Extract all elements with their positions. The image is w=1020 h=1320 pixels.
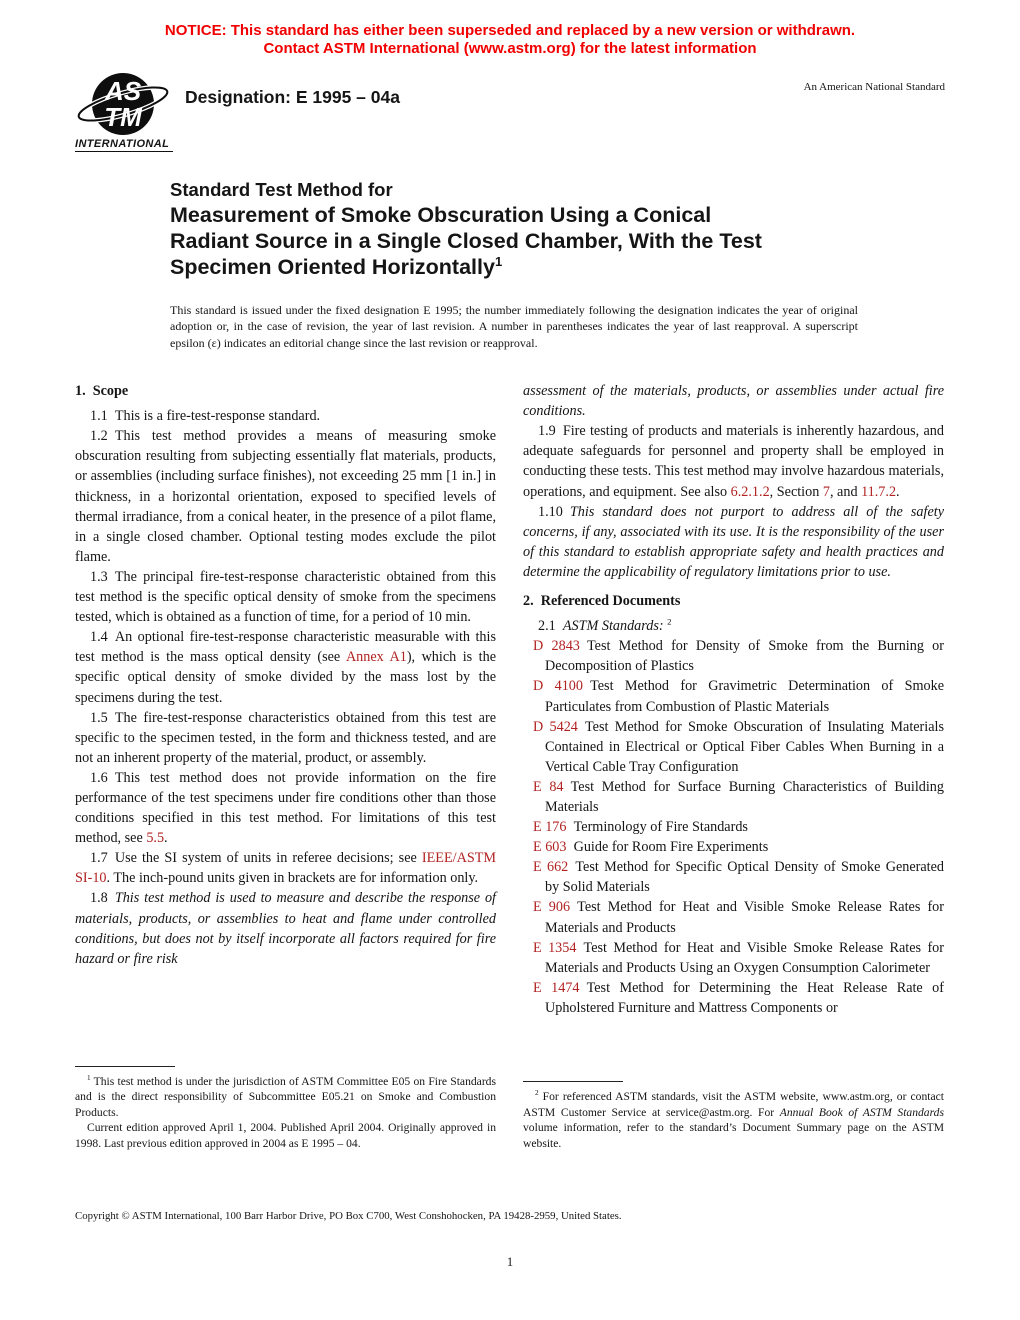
text-run: 1.8 [90,890,115,907]
text-run: Test Method for Determining the Heat Release Rate of Upholstered Furniture and Mattress Components or [545,979,944,1016]
footnote-1-edition [75,1120,496,1151]
reference-item-d5424 [533,717,944,777]
text-run: ), which is the specific optical density of smoke divided by the mass lost by the specimens during the test. [75,649,496,706]
cross-reference-link[interactable]: E 1354 [533,939,577,956]
text-run: 1.3 The principal fire-test-response characteristic obtained from this test method is the specific optical density of smoke from the specimens tested, which is obtained as a function of time, for a period of 10 min. [75,568,496,626]
cross-reference-link[interactable]: 11.7.2 [861,483,897,500]
text-run: This standard does not purport to address all of the safety concerns, if any, associated with its use. It is the responsibility of the user of this standard to establish appropriate safety and health practices and determine the applicability of regulatory limitations prior to use. [523,503,944,580]
text-run: Guide for Room Fire Experiments [566,839,769,856]
cross-reference-link[interactable]: D 5424 [533,718,578,735]
text-run: Test Method for Heat and Visible Smoke Release Rates for Materials and Products Using an Oxygen Consumption Calorimeter [545,939,945,976]
paragraph-1-8-continuation [523,381,944,421]
text-run: . [164,830,168,847]
text-run: For referenced ASTM standards, visit the ASTM website, www.astm.org, or contact ASTM Customer Service at service@astm.org. For [523,1090,944,1119]
copyright-line: Copyright © ASTM International, 100 Barr Harbor Drive, PO Box C700, West Conshohocken, PA 19428-2959, United States. [75,1210,622,1222]
notice-line-1: NOTICE: This standard has either been superseded and replaced by a new version or withdrawn. [164,22,856,39]
cross-reference-link[interactable]: E 84 [533,778,564,795]
title-line-3: Radiant Source in a Single Closed Chamber, With the Test [170,228,762,253]
text-run: 1.2 This test method provides a means of measuring smoke obscuration resulting from subjecting essentially flat materials, products, or assemblies (including surface finishes), not exceeding 25 mm [1 in.] in thickness, in a horizontal orientation, exposed to specified levels of thermal irradiance, from a conical heater, in the presence of a pilot flame, in a single closed chamber. Optional testing modes exclude the pilot flame. [75,428,496,565]
text-run: Test Method for Gravimetric Determination of Smoke Particulates from Combustion of Plastic Materials [545,678,945,715]
text-run: This test method is used to measure and describe the response of materials, products, or assemblies to heat and flame under controlled conditions, but does not by itself incorporate all factors required for fire hazard or fire risk [75,890,496,967]
title-prefix: Standard Test Method for [170,179,393,201]
document-header [75,71,945,152]
text-run: 2.1 [538,618,563,635]
reference-item-e176 [533,817,944,837]
section-heading-scope: 1. Scope [75,383,129,400]
paragraph-1-6 [75,768,496,848]
text-run: , and [829,483,862,500]
footnote-block-1 [75,1066,496,1155]
reference-item-e906 [533,897,944,937]
cross-reference-link[interactable]: IEEE/ASTM SI-10 [75,850,496,887]
cross-reference-link[interactable]: E 906 [533,899,571,916]
footnote-divider [75,1066,175,1067]
text-run: Current edition approved April 1, 2004. Published April 2004. Originally approved in 1998. Last previous edition approved in 2004 as E 1995 – 04. [75,1121,496,1150]
text-run: . The inch-pound units given in brackets are for information only. [106,870,479,887]
text-run: volume information, refer to the standard’s Document Summary page on the ASTM website. [523,1121,944,1150]
superscript-marker: 1 [87,1074,91,1083]
footnote-1 [75,1074,496,1120]
text-run: 1.6 This test method does not provide information on the fire performance of the test specimens under fire conditions other than those conditions specified in this test method. For limitations of this test method, see [75,769,496,847]
title-block [170,178,945,280]
supersession-notice [75,22,945,57]
right-column [523,381,944,1155]
text-run: . [896,483,900,500]
section-heading-referenced-documents: 2. Referenced Documents [523,593,681,610]
paragraph-2-1 [523,616,944,636]
reference-item-d4100 [533,676,944,716]
footnote-2 [523,1089,944,1151]
text-run: 1.4 An optional fire-test-response characteristic measurable with this test method is the mass optical density (see [75,629,496,666]
title-footnote-marker: 1 [494,253,503,269]
cross-reference-link[interactable]: D 2843 [533,638,580,655]
cross-reference-link[interactable]: Annex A1 [345,649,407,666]
page-number: 1 [506,1255,514,1269]
cross-reference-link[interactable]: E 603 [533,839,567,856]
text-run: Test Method for Specific Optical Density of Smoke Generated by Solid Materials [545,859,944,896]
title-line-4: Specimen Oriented Horizontally$^1$ [170,253,503,279]
reference-item-d2843 [533,636,944,676]
text-run: 1.9 Fire testing of products and materials is inherently hazardous, and adequate safeguards for personnel and property shall be employed in conducting these tests. This test method may involve hazardous materials, operations, and equipment. See also [523,423,944,500]
paragraph-1-8 [75,888,496,968]
reference-item-e1474 [533,978,944,1018]
paragraph-1-5 [75,708,496,768]
cross-reference-link[interactable]: E 1474 [533,979,580,996]
text-run: Test Method for Surface Burning Characteristics of Building Materials [545,778,944,815]
text-run: 1.7 Use the SI system of units in referee decisions; see [90,850,422,867]
footnote-block-2 [523,1081,944,1155]
text-run: 1.5 The fire-test-response characteristics obtained from this test are specific to the specimen tested, in the form and thickness tested, and are not an inherent property of the material, product, or assembly. [75,709,496,766]
american-national-standard-note: An American National Standard [803,81,945,94]
cross-reference-link[interactable]: E 176 [533,819,567,836]
text-run: 1.10 [538,503,570,520]
text-run: This test method is under the jurisdiction of ASTM Committee E05 on Fire Standards and is the direct responsibility of Subcommittee E05.21 on Smoke and Combustion Products. [75,1075,496,1119]
paragraph-1-3 [75,567,496,627]
issue-statement: This standard is issued under the fixed designation E 1995; the number immediately following the designation indicates the year of original adoption or, in the case of revision, the year of last revision. A number in parentheses indicates the year of last reapproval. A superscript epsilon (ε) indicates an editorial change since the last revision or reapproval. [170,303,858,350]
superscript-marker: 2 [535,1089,539,1098]
text-run: Test Method for Heat and Visible Smoke Release Rates for Materials and Products [545,899,944,936]
footnote-divider [523,1081,623,1082]
astm-logo [75,71,173,152]
logo-letters-top: AS [104,76,142,107]
designation-label: Designation: E 1995 – 04a [185,87,400,108]
astm-logo-mark [75,71,173,137]
reference-item-e662 [533,857,944,897]
paragraph-1-10 [523,502,944,582]
superscript-marker: 2 [667,616,672,627]
text-run: assessment of the materials, products, or assemblies under actual fire conditions. [523,383,944,420]
paragraph-1-4 [75,627,496,707]
logo-letters-bottom: TM [104,102,142,133]
cross-reference-link[interactable]: D 4100 [533,678,583,695]
paragraph-1-9 [523,421,944,501]
cross-reference-link[interactable]: 6.2.1.2 [730,483,770,500]
reference-item-e84 [533,777,944,817]
text-run: Test Method for Density of Smoke from the Burning or Decomposition of Plastics [545,638,945,675]
notice-line-2: Contact ASTM International (www.astm.org) for the latest information [263,39,757,57]
title-line-2: Measurement of Smoke Obscuration Using a Conical [170,202,712,227]
paragraph-1-7 [75,848,496,888]
reference-item-e603 [533,837,944,857]
text-run: 1.1 This is a fire-test-response standard. [90,408,321,425]
paragraph-1-2 [75,426,496,567]
body-columns [75,381,945,1155]
cross-reference-link[interactable]: 7 [822,483,830,500]
cross-reference-link[interactable]: 5.5 [146,830,165,847]
text-run: , Section [769,483,823,500]
text-run: Terminology of Fire Standards [566,819,748,836]
text-run: ASTM Standards: [562,618,664,635]
text-run: Annual Book of ASTM Standards [779,1105,944,1119]
left-column [75,381,496,1155]
logo-subtitle: INTERNATIONAL [75,138,173,152]
text-run: Test Method for Smoke Obscuration of Insulating Materials Contained in Electrical or Optical Fiber Cables When Burning in a Vertical Cable Tray Configuration [545,718,944,775]
reference-item-e1354 [533,938,944,978]
cross-reference-link[interactable]: E 662 [533,859,569,876]
paragraph-1-1 [75,406,496,426]
